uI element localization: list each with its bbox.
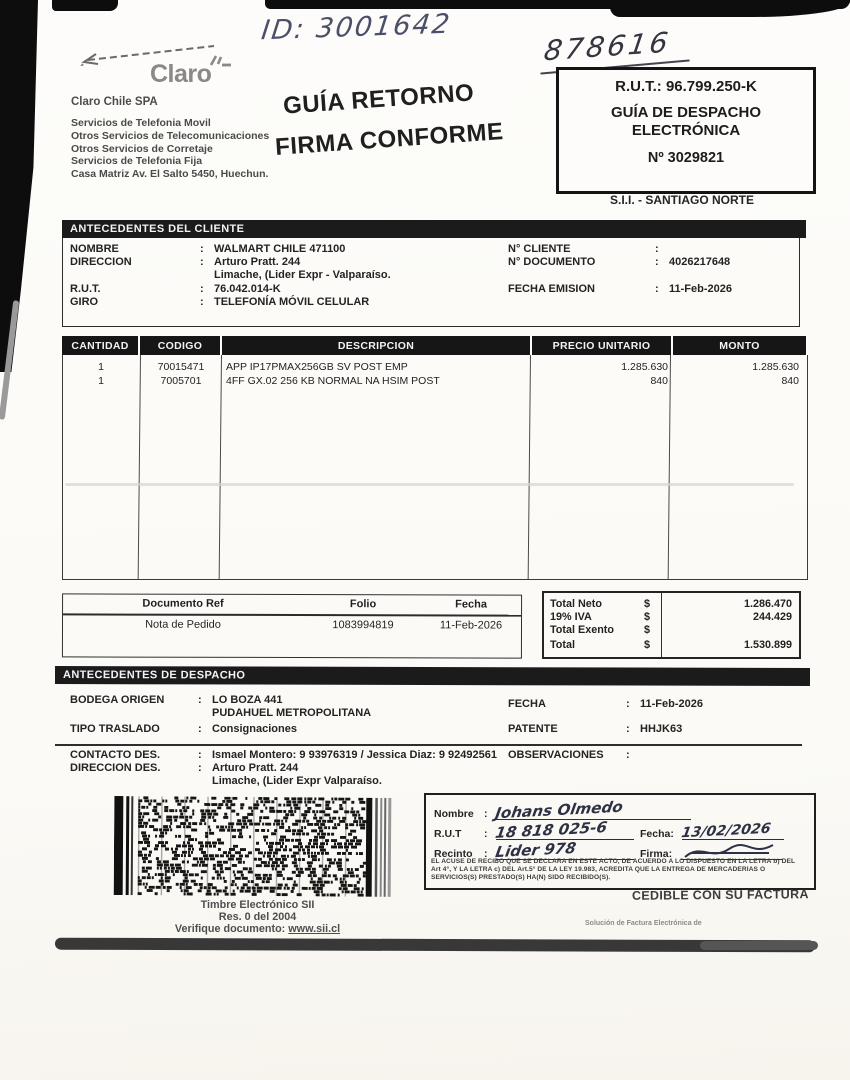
receipt-nombre-row xyxy=(434,797,691,823)
company-line: Otros Servicios de Corretaje xyxy=(71,142,213,155)
items-table-body xyxy=(62,355,808,580)
client-direccion-line2: Limache, (Lider Expr - Valparaíso. xyxy=(214,269,391,281)
doc-type-line1: GUÍA DE DESPACHO xyxy=(610,104,761,121)
client-direccion-row xyxy=(70,256,300,268)
company-line: Servicios de Telefonia Fija xyxy=(71,155,203,168)
firma-label: Firma xyxy=(640,848,669,860)
client-nombre-row xyxy=(70,243,345,255)
label: FECHA xyxy=(508,698,546,710)
label: OBSERVACIONES xyxy=(508,749,604,761)
value: Ismael Montero: 9 93976319 / Jessica Diaz: 9 92492561 xyxy=(212,749,497,761)
colon: : xyxy=(200,243,204,255)
col-header-descripcion: DESCRIPCION xyxy=(222,336,530,355)
value: LO BOZA 441 xyxy=(212,694,283,706)
company-name: Claro Chile SPA xyxy=(71,96,158,108)
stamp-caption1: Timbre Electrónico SII xyxy=(200,899,315,911)
colon: : xyxy=(198,762,202,774)
total-label: Total Neto xyxy=(550,598,602,610)
legal-acknowledgment-text: EL ACUSE DE RECIBO QUE SE DECLARA EN ESTE ACTO, DE ACUERDO A LO DISPUESTO EN LA LETRA b) DEL Art 4°, Y LA LETRA c) DEL Art.5° DE LA LEY 19.983, ACREDITA QUE LA ENTREGA DE MERCADERIAS O SERVICIOS(S) PRESTADO(S) HA(N) SIDO RECIBIDO(S). xyxy=(431,858,795,881)
colon: : xyxy=(198,694,202,706)
doc-number: Nº 3029821 xyxy=(647,150,725,166)
receipt-rut-row xyxy=(434,818,784,842)
claro-spark-icon xyxy=(207,53,233,71)
sii-office: S.I.I. - SANTIAGO NORTE xyxy=(610,193,755,207)
value: Arturo Pratt. 244 xyxy=(214,256,301,268)
ref-header-underline xyxy=(63,613,521,616)
colon: : xyxy=(200,256,204,268)
scan-smudge xyxy=(65,483,794,486)
doc-title-guia-retorno: GUÍA RETORNO xyxy=(282,79,476,120)
total-value: 244.429 xyxy=(752,611,792,623)
item-descripcion: 4FF GX.02 256 KB NORMAL NA HSIM POST xyxy=(226,375,440,387)
stamp-verify-text: Verifique documento: xyxy=(174,923,289,935)
currency-sign: $ xyxy=(644,611,651,623)
claro-logo-text: Claro xyxy=(150,60,212,88)
colon: : xyxy=(200,296,204,308)
provider-footnote: Solución de Factura Electrónica de xyxy=(585,920,702,927)
colon: : xyxy=(626,698,630,710)
label: DIRECCION xyxy=(70,256,132,268)
colon: : xyxy=(198,749,202,761)
scan-artifact-bottom-bar-right xyxy=(700,941,818,950)
label: FECHA EMISION xyxy=(508,283,595,295)
handwritten-nombre: Johans Olmedo xyxy=(493,797,625,823)
total-label: 19% IVA xyxy=(550,611,592,623)
value: TELEFONÍA MÓVIL CELULAR xyxy=(214,296,370,308)
col-header-precio-unitario: PRECIO UNITARIO xyxy=(532,336,671,355)
client-fecha-emision-row xyxy=(508,283,732,295)
item-monto: 840 xyxy=(781,375,799,387)
value: 11-Feb-2026 xyxy=(669,283,732,295)
totals-box xyxy=(542,591,801,659)
col-header-monto: MONTO xyxy=(673,336,806,355)
item-descripcion: APP IP17PMAX256GB SV POST EMP xyxy=(226,361,408,373)
despacho-direccion-line2: Limache, (Lider Expr Valparaíso. xyxy=(212,775,382,787)
cedible-note: CEDIBLE CON SU FACTURA xyxy=(631,887,809,903)
items-table-header xyxy=(62,336,806,355)
despacho-fecha-row xyxy=(508,698,703,710)
handwritten-recinto: Lider 978 xyxy=(494,838,578,862)
col-header-codigo: CODIGO xyxy=(140,336,220,355)
label: R.U.T. xyxy=(70,283,101,295)
value: Consignaciones xyxy=(212,723,297,735)
total-value: 1.530.899 xyxy=(743,639,792,651)
company-line: Servicios de Telefonia Movil xyxy=(71,117,211,129)
company-line: Otros Servicios de Telecomunicaciones xyxy=(71,129,270,142)
ref-col-fecha: Fecha xyxy=(455,598,487,611)
column-separator xyxy=(138,355,142,579)
item-cantidad: 1 xyxy=(98,361,104,373)
item-codigo: 70015471 xyxy=(157,361,205,373)
ref-col-folio: Folio xyxy=(349,598,377,611)
colon: : xyxy=(655,243,659,255)
totals-separator xyxy=(661,593,662,657)
despacho-tipo-row xyxy=(70,723,297,735)
despacho-contacto-row xyxy=(70,749,497,761)
client-ncliente-row xyxy=(508,243,669,255)
item-codigo: 7005701 xyxy=(160,375,202,387)
colon: : xyxy=(670,828,674,840)
client-giro-row xyxy=(70,296,369,308)
label: CONTACTO DES. xyxy=(70,749,161,761)
value: 4026217648 xyxy=(669,256,731,268)
value: 11-Feb-2026 xyxy=(640,698,703,710)
despacho-direccion-row xyxy=(70,762,298,774)
doc-title-firma-conforme: FIRMA CONFORME xyxy=(274,118,505,161)
label: N° CLIENTE xyxy=(508,243,571,255)
scan-artifact-top-right xyxy=(610,0,850,17)
item-precio: 1.285.630 xyxy=(621,361,668,373)
despacho-observaciones-row xyxy=(508,749,640,761)
doc-type xyxy=(559,104,813,140)
stamp-caption3 xyxy=(114,923,401,935)
value: 76.042.014-K xyxy=(214,283,281,295)
claro-logo xyxy=(150,60,211,89)
scan-artifact-left-edge xyxy=(0,0,38,372)
colon: : xyxy=(668,848,673,860)
handwritten-number-annotation: 878616 xyxy=(541,25,674,68)
label: NOMBRE xyxy=(70,243,119,255)
colon: : xyxy=(484,808,488,820)
sii-2d-barcode xyxy=(114,796,402,897)
value: WALMART CHILE 471100 xyxy=(214,243,346,255)
stamp-caption2: Res. 0 del 2004 xyxy=(218,911,297,923)
item-cantidad: 1 xyxy=(98,375,104,387)
label: R.U.T xyxy=(434,828,462,840)
currency-sign: $ xyxy=(644,598,651,610)
currency-sign: $ xyxy=(644,624,651,636)
colon: : xyxy=(484,828,488,840)
handwritten-id-annotation: ID: 3001642 xyxy=(259,8,454,47)
ref-doc-folio: 1083994819 xyxy=(332,619,394,632)
colon: : xyxy=(198,723,202,735)
handwritten-rut: 18 818 025-6 xyxy=(494,818,609,842)
despacho-patente-row xyxy=(508,723,682,735)
issuer-rut: R.U.T.: 96.799.250-K xyxy=(615,78,757,95)
despacho-divider-line xyxy=(55,744,802,746)
reference-docs-header xyxy=(63,597,521,611)
ref-col-documento: Documento Ref xyxy=(142,597,224,610)
label: PATENTE xyxy=(508,723,558,735)
column-separator xyxy=(219,355,223,579)
doc-type-line2: ELECTRÓNICA xyxy=(631,122,741,139)
col-header-cantidad: CANTIDAD xyxy=(62,336,138,355)
handwritten-fecha: 13/02/2026 xyxy=(680,820,773,842)
label: GIRO xyxy=(70,296,99,308)
colon: : xyxy=(484,848,488,860)
value: HHJK63 xyxy=(640,723,683,735)
company-line: Casa Matriz Av. El Salto 5450, Huechun. xyxy=(71,168,269,181)
colon: : xyxy=(626,723,630,735)
column-separator xyxy=(528,355,532,579)
ref-doc-row xyxy=(63,618,521,632)
scan-artifact-top-left xyxy=(52,0,118,11)
reference-docs-box xyxy=(62,593,522,658)
total-value: 1.286.470 xyxy=(743,598,792,610)
item-precio: 840 xyxy=(650,375,668,387)
ref-doc-fecha: 11-Feb-2026 xyxy=(439,619,503,632)
receipt-acknowledgment-box xyxy=(424,793,816,890)
label: Nombre xyxy=(434,808,474,820)
client-rut-row xyxy=(70,283,281,295)
client-ndocumento-row xyxy=(508,256,730,268)
despacho-bodega-line2: PUDAHUEL METROPOLITANA xyxy=(212,707,372,719)
currency-sign: $ xyxy=(644,639,651,651)
label: DIRECCION DES. xyxy=(70,762,161,774)
total-label: Total Exento xyxy=(550,624,614,636)
fecha-label: Fecha xyxy=(640,828,671,840)
ref-doc-name: Nota de Pedido xyxy=(145,618,221,631)
sii-url: www.sii.cl xyxy=(288,923,341,935)
label: N° DOCUMENTO xyxy=(508,256,596,268)
company-activity-lines xyxy=(71,117,269,181)
section-title-antecedentes-despacho: ANTECEDENTES DE DESPACHO xyxy=(55,666,810,686)
section-title-antecedentes-cliente: ANTECEDENTES DEL CLIENTE xyxy=(62,220,806,238)
total-label: Total xyxy=(550,639,575,651)
column-separator xyxy=(668,355,672,579)
value: Arturo Pratt. 244 xyxy=(212,762,299,774)
label: TIPO TRASLADO xyxy=(70,723,160,735)
rut-folio-box xyxy=(556,67,816,194)
colon: : xyxy=(626,749,630,761)
despacho-bodega-row xyxy=(70,694,283,706)
colon: : xyxy=(655,283,659,295)
item-monto: 1.285.630 xyxy=(752,361,799,373)
colon: : xyxy=(200,283,204,295)
label: BODEGA ORIGEN xyxy=(70,694,165,706)
label: Recinto xyxy=(434,848,473,860)
colon: : xyxy=(655,256,659,268)
